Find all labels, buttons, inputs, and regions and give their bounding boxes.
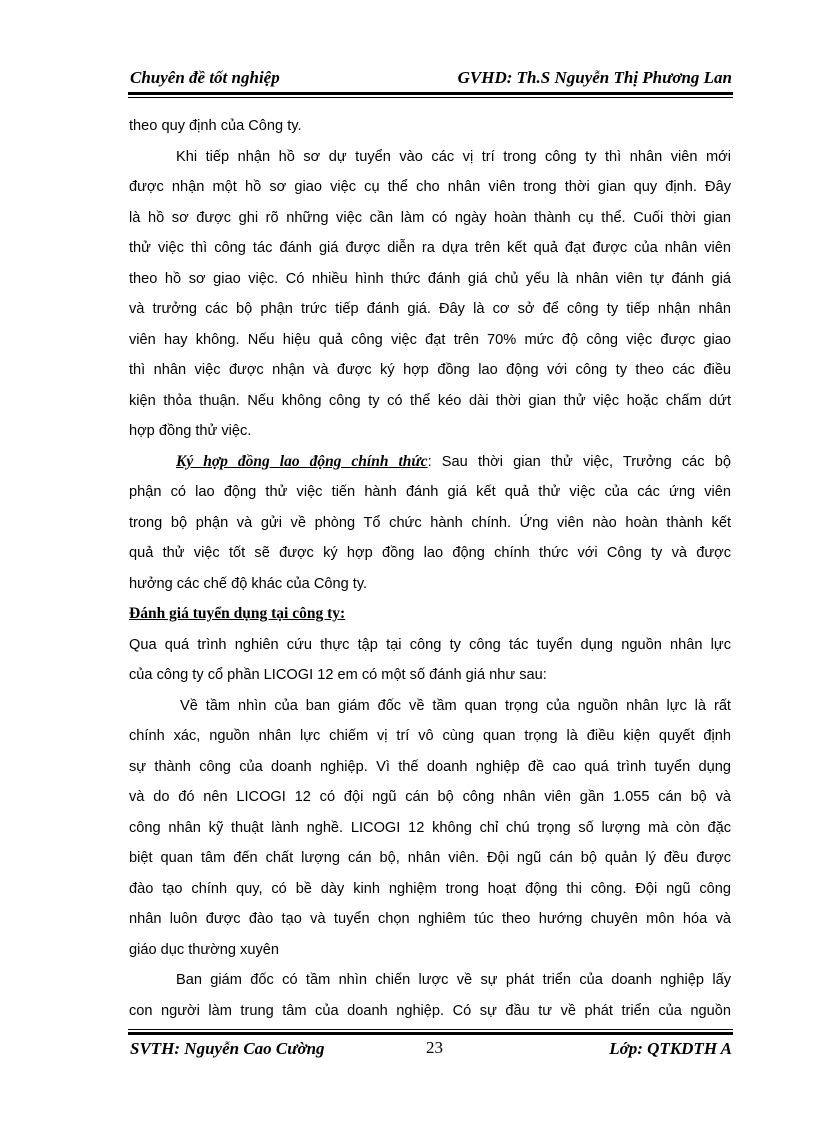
text-line: Khi tiếp nhận hồ sơ dự tuyển vào các vị trí trong công ty thì nhân viên mới: [176, 148, 731, 165]
footer-student: SVTH: Nguyễn Cao Cường: [130, 1039, 325, 1058]
text-line: Qua quá trình nghiên cứu thực tập tại công ty công tác tuyển dụng nguồn nhân lực: [129, 636, 731, 653]
text-line: thì nhân việc được nhận và được ký hợp đồng lao động với công ty theo các điều: [129, 362, 731, 378]
page-number: 23: [426, 1038, 443, 1057]
text-line: hưởng các chế độ khác của Công ty.: [129, 575, 368, 592]
contract-heading: Ký hợp đồng lao động chính thức: [176, 452, 428, 470]
text-line: hợp đồng thử việc.: [129, 423, 252, 439]
page-footer: [128, 1037, 732, 1061]
text-line: trong bộ phận và gửi về phòng Tổ chức hành chính. Ứng viên nào hoàn thành kết: [129, 514, 731, 531]
text-line: phận có lao động thử việc tiến hành đánh giá kết quả thử việc của các ứng viên: [129, 484, 731, 500]
text-line: Về tầm nhìn của ban giám đốc về tầm quan trọng của nguồn nhân lực là rất: [180, 697, 731, 714]
text-line: con người làm trung tâm của doanh nghiệp. Có sự đầu tư về phát triển của nguồn: [129, 1002, 731, 1019]
header-title: Chuyên đề tốt nghiệp: [130, 68, 280, 87]
text-run: : Sau thời gian thử việc, Trưởng các bộ: [427, 453, 732, 470]
text-line: viên hay không. Nếu hiệu quả công việc đạt trên 70% mức độ công việc được giao: [129, 331, 731, 348]
text-line: là hồ sơ được ghi rõ những việc cần làm có ngày hoàn thành cụ thể. Cuối thời gian: [129, 209, 731, 226]
document-body: [129, 111, 731, 1026]
text-line: sự thành công của doanh nghiệp. Vì thế doanh nghiệp đề cao quá trình tuyển dụng: [129, 758, 731, 775]
text-line: công nhân kỹ thuật lành nghề. LICOGI 12 không chỉ chú trọng số lượng mà còn đặc: [129, 819, 731, 836]
text-line: quả thử việc tốt sẽ được ký hợp đồng lao động chính thức với Công ty và được: [129, 545, 731, 561]
text-line: giáo dục thường xuyên: [129, 941, 279, 958]
contract-paragraph-start: [129, 447, 731, 478]
text-line: thử việc thì công tác đánh giá được diễn ra dựa trên kết quả đạt được của nhân viên: [129, 240, 731, 256]
text-line: chính xác, nguồn nhân lực chiếm vị trí vô cùng quan trọng là điều kiện quyết định: [129, 728, 731, 744]
text-line: được nhận một hồ sơ giao việc cụ thể cho nhân viên trong thời gian quy định. Đây: [129, 179, 731, 195]
page-header: [128, 66, 732, 90]
text-line: đào tạo chính quy, có bề dày kinh nghiệm trong hoạt động thi công. Đội ngũ công: [129, 880, 731, 897]
text-line: kiện thỏa thuận. Nếu không công ty có thể kéo dài thời gian thử việc hoặc chấm dứt: [129, 392, 731, 409]
text-line: và do đó nên LICOGI 12 có đội ngũ cán bộ công nhân viên gần 1.055 cán bộ và: [129, 789, 731, 805]
footer-rule-thick: [128, 1032, 733, 1035]
text-line: theo quy định của Công ty.: [129, 118, 302, 134]
footer-rule-thin: [128, 1029, 733, 1030]
header-rule-thick: [128, 92, 733, 95]
header-advisor: GVHD: Th.S Nguyễn Thị Phương Lan: [457, 68, 732, 87]
text-line: và trưởng các bộ phận trức tiếp đánh giá. Đây là cơ sở để công ty tiếp nhận nhân: [129, 301, 731, 317]
text-line: nhân luôn được đào tạo và tuyển chọn nghiêm túc theo hướng chuyên môn hóa và: [129, 911, 731, 927]
header-rule-thin: [128, 97, 733, 98]
text-line: biệt quan tâm đến chất lượng cán bộ, nhân viên. Đội ngũ cán bộ quản lý đều được: [129, 850, 731, 866]
text-line: Ban giám đốc có tầm nhìn chiến lược về sự phát triển của doanh nghiệp lấy: [176, 972, 731, 988]
text-line: theo hồ sơ giao việc. Có nhiều hình thức đánh giá chủ yếu là nhân viên tự đánh giá: [129, 270, 731, 287]
section-heading-line: [129, 599, 731, 630]
footer-class: Lớp: QTKDTH A: [609, 1039, 732, 1058]
section-heading: Đánh giá tuyển dụng tại công ty:: [129, 605, 346, 622]
text-line: của công ty cổ phần LICOGI 12 em có một số đánh giá như sau:: [129, 667, 547, 683]
